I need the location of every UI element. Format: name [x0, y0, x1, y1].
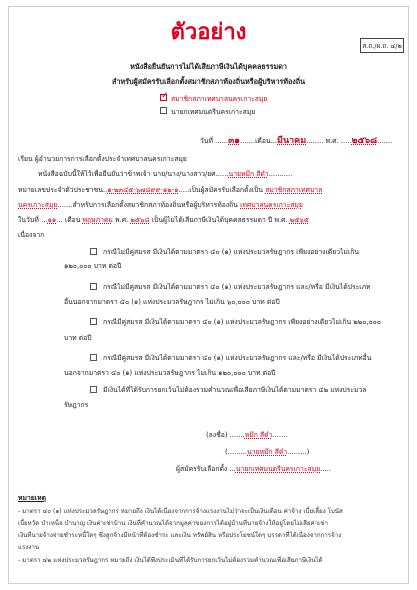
letter-salutation: เรียน ผู้อำนวยการการเลือกตั้งประจำเทศบาลนครเกาะสมุย: [18, 155, 187, 163]
mayor-option-label: นายกเทศมนตรีนครเกาะสมุย: [171, 108, 256, 116]
role-label: ผู้สมัครรับเลือกตั้ง: [176, 465, 228, 473]
date-line: วันที่ ......๓๑.......เดือน...มีนาคม........ พ.ศ. .....๒๕๖๘.......: [200, 136, 393, 146]
item-1-checkbox[interactable]: [90, 248, 97, 255]
date-month: มีนาคม: [277, 136, 307, 146]
letter-line4-text: เป็นผู้ไม่ได้เสียภาษีเงินได้บุคคลธรรมดา ปี พ.ศ.: [151, 216, 288, 224]
position-part2: นครเกาะสมุย: [18, 201, 58, 209]
role-value: นายกเทศมนตรีนครเกาะสมุย: [235, 465, 321, 473]
letter-line1: หนังสือฉบับนี้ให้ไว้เพื่อยืนยันว่าข้าพเจ้า นาย/นาง/นางสาว/ยศ......นายหมึก สีดำ...........: [38, 170, 293, 178]
citizen-id: ๑-๒๓๔๕-๖๗๘๙๙-๑๒-๑: [107, 186, 179, 194]
item-4-line1: กรณีมีคู่สมรส มีเงินได้ตามมาตรา ๔๐ (๑) แห่งประมวลรัษฎากร และ/หรือ มีเงินได้ประเภทอื่น: [103, 354, 372, 362]
letter-line2-text: หมายเลขประจำตัวประชาชน: [18, 186, 103, 194]
form-heading-line2: สำหรับผู้สมัครรับเลือกตั้งสมาชิกสภาท้องถิ่นหรือผู้บริหารท้องถิ่น: [111, 77, 306, 86]
mayor-checkbox[interactable]: [160, 107, 167, 114]
item-3-line1: กรณีมีคู่สมรส มีเงินได้ตามมาตรา ๔๐ (๑) แห่งประมวลรัษฎากร เพียงอย่างเดียวไม่เกิน ๒๒๐,๐๐๐: [103, 318, 381, 326]
note-1-line2: เบี้ยหวัด บำเหน็จ บำนาญ เงินค่าเช่าบ้าน เงินที่คำนวณได้จากมูลค่าของการได้อยู่บ้านที่นายจ้างให้อยู่โดยไม่เสียค่าเช่า: [18, 520, 328, 527]
item-3-checkbox[interactable]: [90, 318, 97, 325]
item-4-line2: นอกจากมาตรา ๔๐ (๑) แห่งประมวลรัษฎากร ไม่เกิน ๑๒๐,๐๐๐ บาท ต่อปี: [64, 369, 276, 377]
printed-name-line: (.........นายหมึก สีดำ.........): [225, 448, 310, 456]
printed-name: นายหมึก สีดำ: [247, 448, 288, 456]
notes-heading: หมายเหตุ: [18, 494, 46, 502]
signature-line: (ลงชื่อ) .......หมึก สีดำ.......: [206, 431, 288, 439]
note-1-line4: แรงงาน: [18, 544, 40, 551]
role-line: ผู้สมัครรับเลือกตั้ง ...นายกเทศมนตรีนครเกาะสมุย.....: [176, 465, 331, 473]
date-prefix: วันที่: [200, 137, 213, 145]
election-month: พฤษภาคม: [82, 216, 113, 224]
item-4-checkbox[interactable]: [90, 354, 97, 361]
position-part1: สมาชิกสภาเทศบาล: [265, 186, 323, 194]
letter-line3: นครเกาะสมุย.......สำหรับการเลือกตั้งสมาชิกสภาท้องถิ่นหรือผู้บริหารท้องถิ่น เทศบาลนครเกาะสมุย: [18, 201, 303, 209]
election-area: เทศบาลนครเกาะสมุย: [240, 201, 303, 209]
letter-line4-year-label: พ.ศ.: [115, 216, 129, 224]
item-5-line2: รัษฎากร: [64, 401, 89, 409]
council-option-label: สมาชิกสภาเทศบาลนครเกาะสมุย: [171, 95, 268, 103]
item-3-line2: บาท ต่อปี: [64, 334, 92, 342]
form-code-box: ส.ถ./ผ.ถ. ๔/๒: [360, 38, 404, 53]
signature-name: หมึก สีดำ: [244, 431, 273, 439]
letter-line4-month-label: เดือน: [64, 216, 81, 224]
item-2-line1: กรณีไม่มีคู่สมรส มีเงินได้ตามมาตรา ๔๐ (๑) แห่งประมวลรัษฎากร และ/หรือ มีเงินได้ประเภท: [103, 283, 371, 291]
date-year: ๒๕๖๘: [351, 136, 378, 146]
election-day: ๑๑: [47, 216, 57, 224]
note-1-line1: - มาตรา ๔๐ (๑) แห่งประมวลรัษฎากร หมายถึง เงินได้เนื่องจากการจ้างแรงงานไม่ว่าจะเป็นเงินเดือน ค่าจ้าง เบี้ยเลี้ยง โบนัส: [18, 508, 343, 515]
tax-year: ๒๕๖๕: [289, 216, 309, 224]
council-checkbox[interactable]: [160, 94, 167, 101]
item-5-line1: มีเงินได้ที่ได้รับการยกเว้นไม่ต้องรวมคำนวณเพื่อเสียภาษีเงินได้ตามมาตรา ๔๒ แห่งประมวล: [103, 386, 367, 394]
letter-line2: หมายเลขประจำตัวประชาชน..๑-๒๓๔๕-๖๗๘๙๙-๑๒-๑.....เป็นผู้สมัครรับเลือกตั้งเป็น สมาชิกสภาเทศบาล: [18, 186, 323, 194]
date-year-label: พ.ศ.: [325, 137, 339, 145]
date-day: ๓๑: [228, 136, 240, 146]
sample-title: ตัวอย่าง: [170, 20, 247, 45]
item-5-checkbox[interactable]: [90, 386, 97, 393]
form-heading-line1: หนังสือยืนยันการไม่ได้เสียภาษีเงินได้บุคคลธรรมดา: [130, 62, 287, 71]
item-2-checkbox[interactable]: [90, 283, 97, 290]
letter-line2-text-b: เป็นผู้สมัครรับเลือกตั้งเป็น: [189, 186, 264, 194]
note-1-line3: เงินที่นายจ้างจ่ายชำระหนี้ใดๆ ซึ่งลูกจ้างมีหน้าที่ต้องชำระ และเงิน ทรัพย์สิน หรือประโยชน์ใดๆ บรรดาที่ได้เนื่องจากการจ้าง: [18, 532, 342, 539]
letter-line1-text: หนังสือฉบับนี้ให้ไว้เพื่อยืนยันว่าข้าพเจ้า นาย/นาง/นางสาว/ยศ: [38, 170, 216, 178]
signature-label: (ลงชื่อ): [206, 431, 228, 439]
item-1-line1: กรณีไม่มีคู่สมรส มีเงินได้ตามมาตรา ๔๐ (๑) แห่งประมวลรัษฎากร เพียงอย่างเดียวไม่เกิน: [103, 248, 359, 256]
letter-reason: เนื่องจาก: [18, 231, 45, 239]
date-month-label: เดือน: [255, 137, 271, 145]
note-2-line1: - มาตรา ๔๒ แห่งประมวลรัษฎากร หมายถึง เงินได้พึงประเมินที่ได้รับการยกเว้นไม่ต้องรวมคำนวณเพื่อเสียภาษีเงินได้: [18, 557, 323, 564]
item-2-line2: อื่นนอกจากมาตรา ๔๐ (๑) แห่งประมวลรัษฎากร ไม่เกิน ๖๐,๐๐๐ บาท ต่อปี: [64, 298, 280, 306]
item-1-line2: ๑๒๐,๐๐๐ บาท ต่อปี: [64, 262, 122, 270]
letter-line4-prefix: ในวันที่: [18, 216, 39, 224]
letter-line3-text: สำหรับการเลือกตั้งสมาชิกสภาท้องถิ่นหรือผู้บริหารท้องถิ่น: [72, 201, 238, 209]
letter-line4: ในวันที่ ...๑๑... เดือน พฤษภาคม พ.ศ. ๒๕๖๘ เป็นผู้ไม่ได้เสียภาษีเงินได้บุคคลธรรมดา ปี พ.ศ. ๒๕๖๕: [18, 216, 309, 224]
election-year: ๒๕๖๘: [130, 216, 150, 224]
applicant-name: นายหมึก สีดำ: [228, 170, 269, 178]
